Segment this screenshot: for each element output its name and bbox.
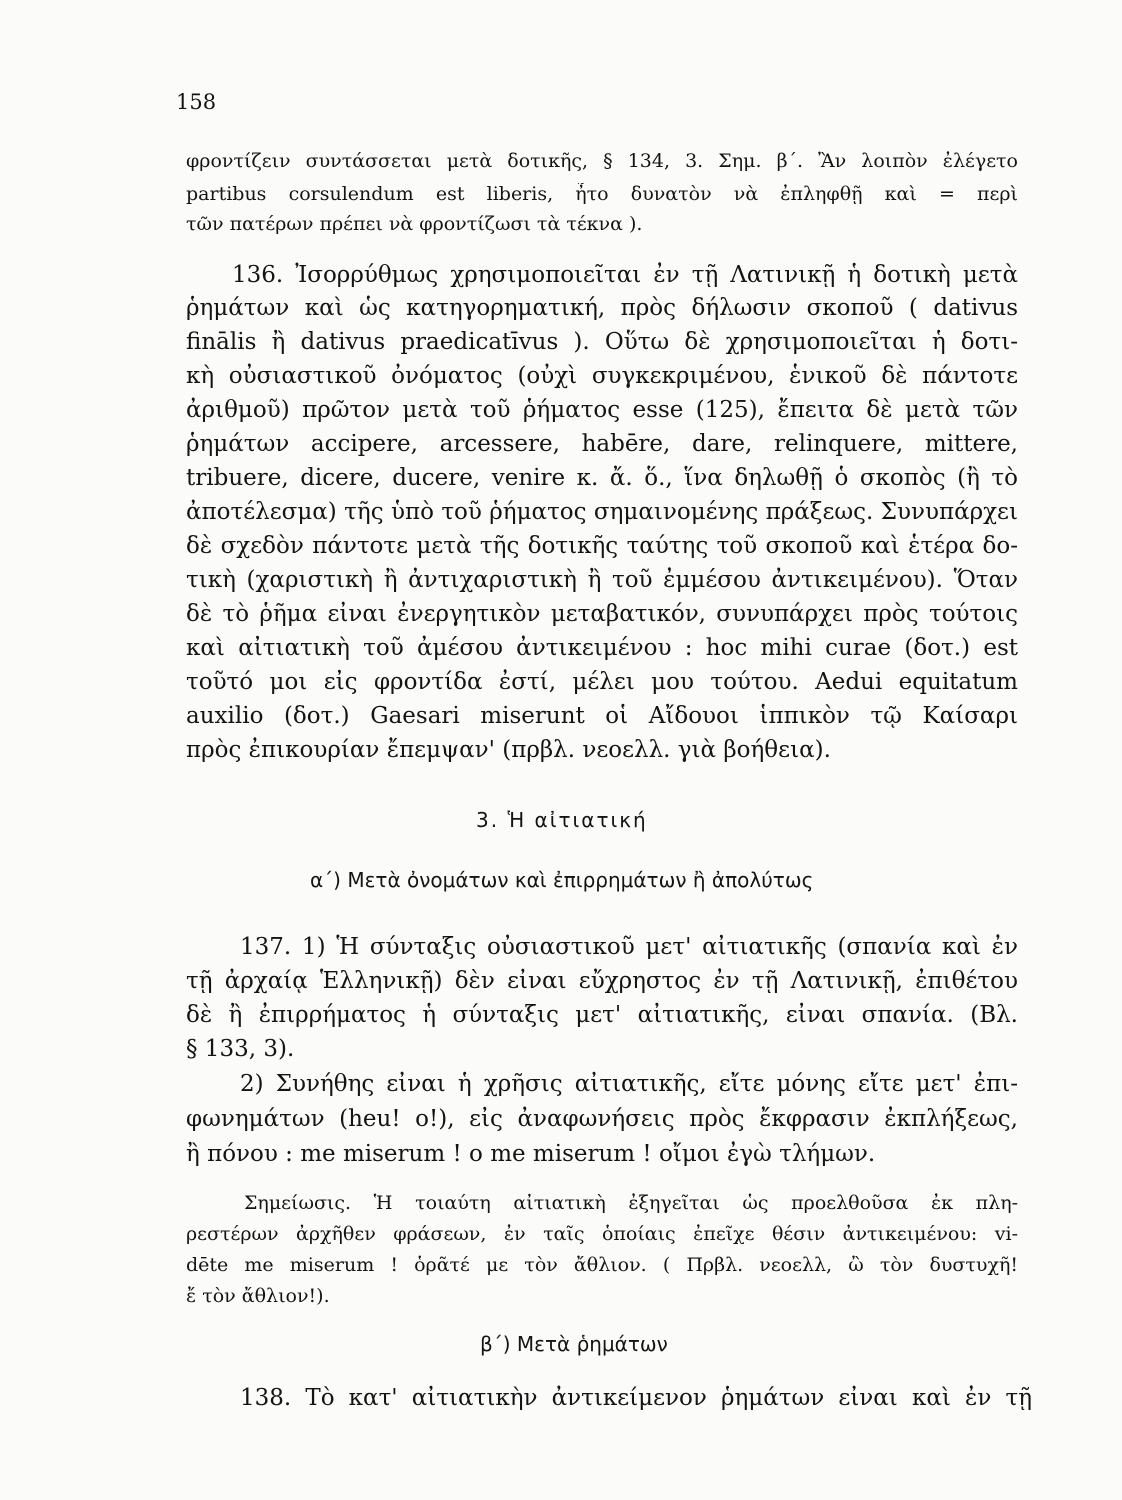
paragraph-136-line: tribuere, dicere, ducere, venire κ. ἄ. ὅ., ἵνα δηλωθῇ ὁ σκοπὸς (ἢ τὸ	[186, 465, 1018, 491]
paragraph-137-line: φωνημάτων (heu! o!), εἰς ἀναφωνήσεις πρὸς ἔκφρασιν ἐκπλήξεως,	[186, 1106, 1018, 1132]
paragraph-137-line: § 133, 3).	[186, 1036, 295, 1062]
paragraph-136-line: καὶ αἰτιατικὴ τοῦ ἀμέσου ἀντικειμένου : hoc mihi curae (δοτ.) est	[186, 635, 1018, 661]
text-line: partibus corsulendum est liberis, ἦτο δυνατὸν νὰ ἐπληφθῇ καὶ = περὶ	[186, 183, 1018, 205]
note-line: ρεστέρων ἀρχῆθεν φράσεων, ἐν ταῖς ὁποίαις ἐπεῖχε θέσιν ἀντικειμένου: vi-	[186, 1223, 1018, 1245]
subsection-heading: β΄) Μετὰ ῥημάτων	[480, 1332, 668, 1356]
paragraph-136-line: 136. Ἰσορρύθμως χρησιμοποιεῖται ἐν τῇ Λατινικῇ ἡ δοτικὴ μετὰ	[232, 262, 1018, 288]
paragraph-138-line: 138. Τὸ κατ' αἰτιατικὴν ἀντικείμενον ῥημάτων εἶναι καὶ ἐν τῇ	[240, 1385, 1032, 1411]
paragraph-136-line: ῥημάτων καὶ ὡς κατηγορηματική, πρὸς δήλωσιν σκοποῦ ( dativus	[186, 295, 1018, 321]
note-line: Σημείωσις. Ἡ τοιαύτη αἰτιατικὴ ἐξηγεῖται ὡς προελθοῦσα ἐκ πλη-	[244, 1192, 1018, 1214]
paragraph-136-line: δὲ σχεδὸν πάντοτε μετὰ τῆς δοτικῆς ταύτης τοῦ σκοποῦ καὶ ἑτέρα δο-	[186, 533, 1018, 559]
text-line: φροντίζειν συντάσσεται μετὰ δοτικῆς, § 134, 3. Σημ. β΄. Ἂν λοιπὸν ἐλέγετο	[186, 150, 1018, 172]
paragraph-136-line: ῥημάτων accipere, arcessere, habēre, dare, relinquere, mittere,	[186, 431, 1018, 457]
subsection-heading: α΄) Μετὰ ὀνομάτων καὶ ἐπιρρημάτων ἢ ἀπολύτως	[310, 868, 814, 892]
page-number: 158	[176, 90, 217, 114]
paragraph-136-line: ἀποτέλεσμα) τῆς ὑπὸ τοῦ ῥήματος σημαινομένης πράξεως. Συνυπάρχει	[186, 499, 1018, 525]
note-line: ἔ τὸν ἄθλιον!).	[186, 1285, 330, 1307]
paragraph-136-line: κὴ οὐσιαστικοῦ ὀνόματος (οὐχὶ συγκεκριμένου, ἑνικοῦ δὲ πάντοτε	[186, 363, 1018, 389]
paragraph-137-line: 137. 1) Ἡ σύνταξις οὐσιαστικοῦ μετ' αἰτιατικῆς (σπανία καὶ ἐν	[240, 934, 1018, 960]
paragraph-137-line: δὲ ἢ ἐπιρρήματος ἡ σύνταξις μετ' αἰτιατικῆς, εἶναι σπανία. (Βλ.	[186, 1002, 1018, 1028]
paragraph-137-line: ἢ πόνου : me miserum ! o me miserum ! οἴμοι ἐγὼ τλήμων.	[186, 1141, 876, 1167]
paragraph-137-line: 2) Συνήθης εἶναι ἡ χρῆσις αἰτιατικῆς, εἴτε μόνης εἴτε μετ' ἐπι-	[240, 1071, 1018, 1097]
paragraph-136-line: τοῦτό μοι εἰς φροντίδα ἐστί, μέλει μου τούτου. Aedui equitatum	[186, 669, 1018, 695]
text-line: τῶν πατέρων πρέπει νὰ φροντίζωσι τὰ τέκνα ).	[186, 213, 643, 235]
note-line: dēte me miserum ! ὁρᾶτέ με τὸν ἄθλιον. ( Πρβλ. νεοελλ, ὢ τὸν δυστυχῆ!	[186, 1254, 1018, 1276]
paragraph-136-line: finālis ἢ dativus praedicatīvus ). Οὕτω δὲ χρησιμοποιεῖται ἡ δοτι-	[186, 329, 1018, 355]
paragraph-136-line: auxilio (δοτ.) Gaesari miserunt οἱ Αἴδουοι ἱππικὸν τῷ Καίσαρι	[186, 703, 1018, 729]
paragraph-136-line: πρὸς ἐπικουρίαν ἔπεμψαν' (πρβλ. νεοελλ. γιὰ βοήθεια).	[186, 737, 831, 763]
paragraph-137-line: τῇ ἀρχαίᾳ Ἑλληνικῇ) δὲν εἶναι εὔχρηστος ἐν τῇ Λατινικῇ, ἐπιθέτου	[186, 968, 1018, 994]
paragraph-136-line: ἀριθμοῦ) πρῶτον μετὰ τοῦ ῥήματος esse (125), ἔπειτα δὲ μετὰ τῶν	[186, 397, 1018, 423]
paragraph-136-line: τικὴ (χαριστικὴ ἢ ἀντιχαριστικὴ ἢ τοῦ ἐμμέσου ἀντικειμένου). Ὅταν	[186, 567, 1018, 593]
paragraph-136-line: δὲ τὸ ῥῆμα εἶναι ἐνεργητικὸν μεταβατικόν, συνυπάρχει πρὸς τούτοις	[186, 601, 1018, 627]
section-heading: 3. Ἡ αἰτιατική	[476, 808, 648, 832]
